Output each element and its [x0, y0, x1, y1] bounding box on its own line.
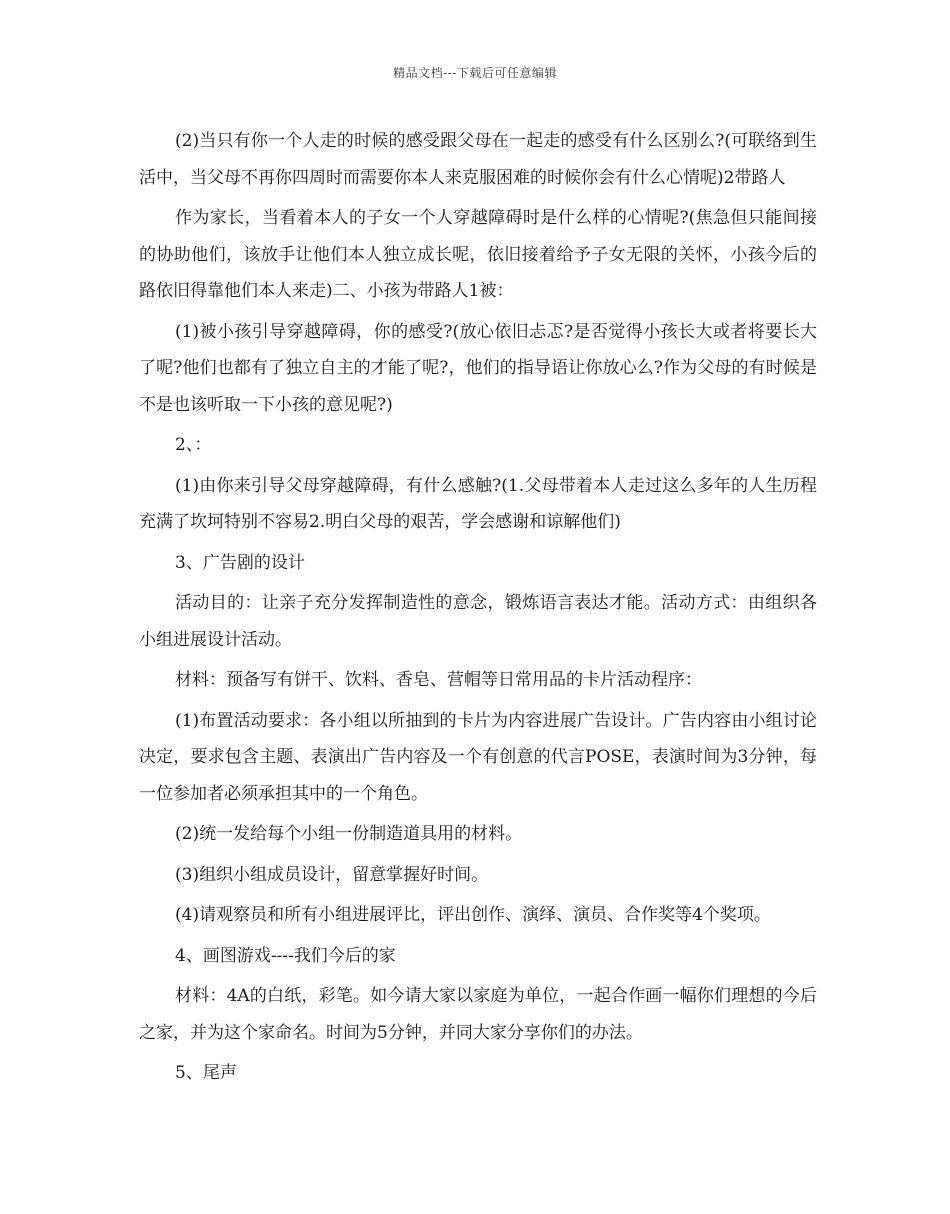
- paragraph-materials: 材料：预备写有饼干、饮料、香皂、营帽等日常用品的卡片活动程序：: [175, 670, 702, 690]
- paragraph-section-3-title: 3、广告剧的设计: [175, 552, 305, 573]
- paragraph-drawing-materials: 材料：4A的白纸，彩笔。如今请大家以家庭为单位，一起合作画一幅你们理想的今后之家，并为这个家命名。时间为5分钟，并同大家分享你们的办法。: [139, 986, 817, 1043]
- paragraph-activity-purpose: 活动目的：让亲子充分发挥制造性的意念，锻炼语言表达才能。活动方式：由组织各小组进展设计活动。: [139, 593, 817, 650]
- paragraph-step-2: (2)统一发给每个小组一份制造道具用的材料。: [175, 824, 523, 844]
- document-body: [139, 123, 817, 1096]
- paragraph-section-4-title: 4、画图游戏----我们今后的家: [175, 945, 396, 966]
- paragraph-section-5-title: 5、尾声: [175, 1063, 237, 1083]
- paragraph-q2-walking-alone: (2)当只有你一个人走的时候的感受跟父母在一起走的感受有什么区别么?(可联络到生活中，当父母不再你四周时而需要你本人来克服困难的时候你会有什么心情呢)2带路人: [139, 131, 817, 188]
- paragraph-step-1: (1)布置活动要求：各小组以所抽到的卡片为内容进展广告设计。广告内容由小组讨论决定，要求包含主题、表演出广告内容及一个有创意的代言POSE，表演时间为3分钟，每一位参加者必须承担其中的一个角色。: [139, 710, 817, 804]
- paragraph-child-leads: (1)被小孩引导穿越障碍，你的感受?(放心依旧忐忑?是否觉得小孩长大或者将要长大了呢?他们也都有了独立自主的才能了呢?，他们的指导语让你放心么?作为父母的有时候是不是也该听取一下小孩的意见呢?): [139, 321, 817, 415]
- paragraph-section-2: 2、：: [175, 435, 212, 455]
- paragraph-parent-feelings: 作为家长，当看着本人的子女一个人穿越障碍时是什么样的心情呢?(焦急但只能间接的协助他们，该放手让他们本人独立成长呢，依旧接着给予子女无限的关怀，小孩今后的路依旧得靠他们本人来走)二、小孩为带路人1被：: [139, 208, 817, 301]
- paragraph-step-4: (4)请观察员和所有小组进展评比，评出创作、演绎、演员、合作奖等4个奖项。: [175, 905, 771, 925]
- paragraph-step-3: (3)组织小组成员设计，留意掌握好时间。: [175, 864, 489, 885]
- paragraph-guiding-parents: (1)由你来引导父母穿越障碍，有什么感触?(1.父母带着本人走过这么多年的人生历程充满了坎坷特别不容易2.明白父母的艰苦，学会感谢和谅解他们): [139, 475, 817, 532]
- page-header: 精品文档---下载后可任意编辑: [393, 66, 557, 80]
